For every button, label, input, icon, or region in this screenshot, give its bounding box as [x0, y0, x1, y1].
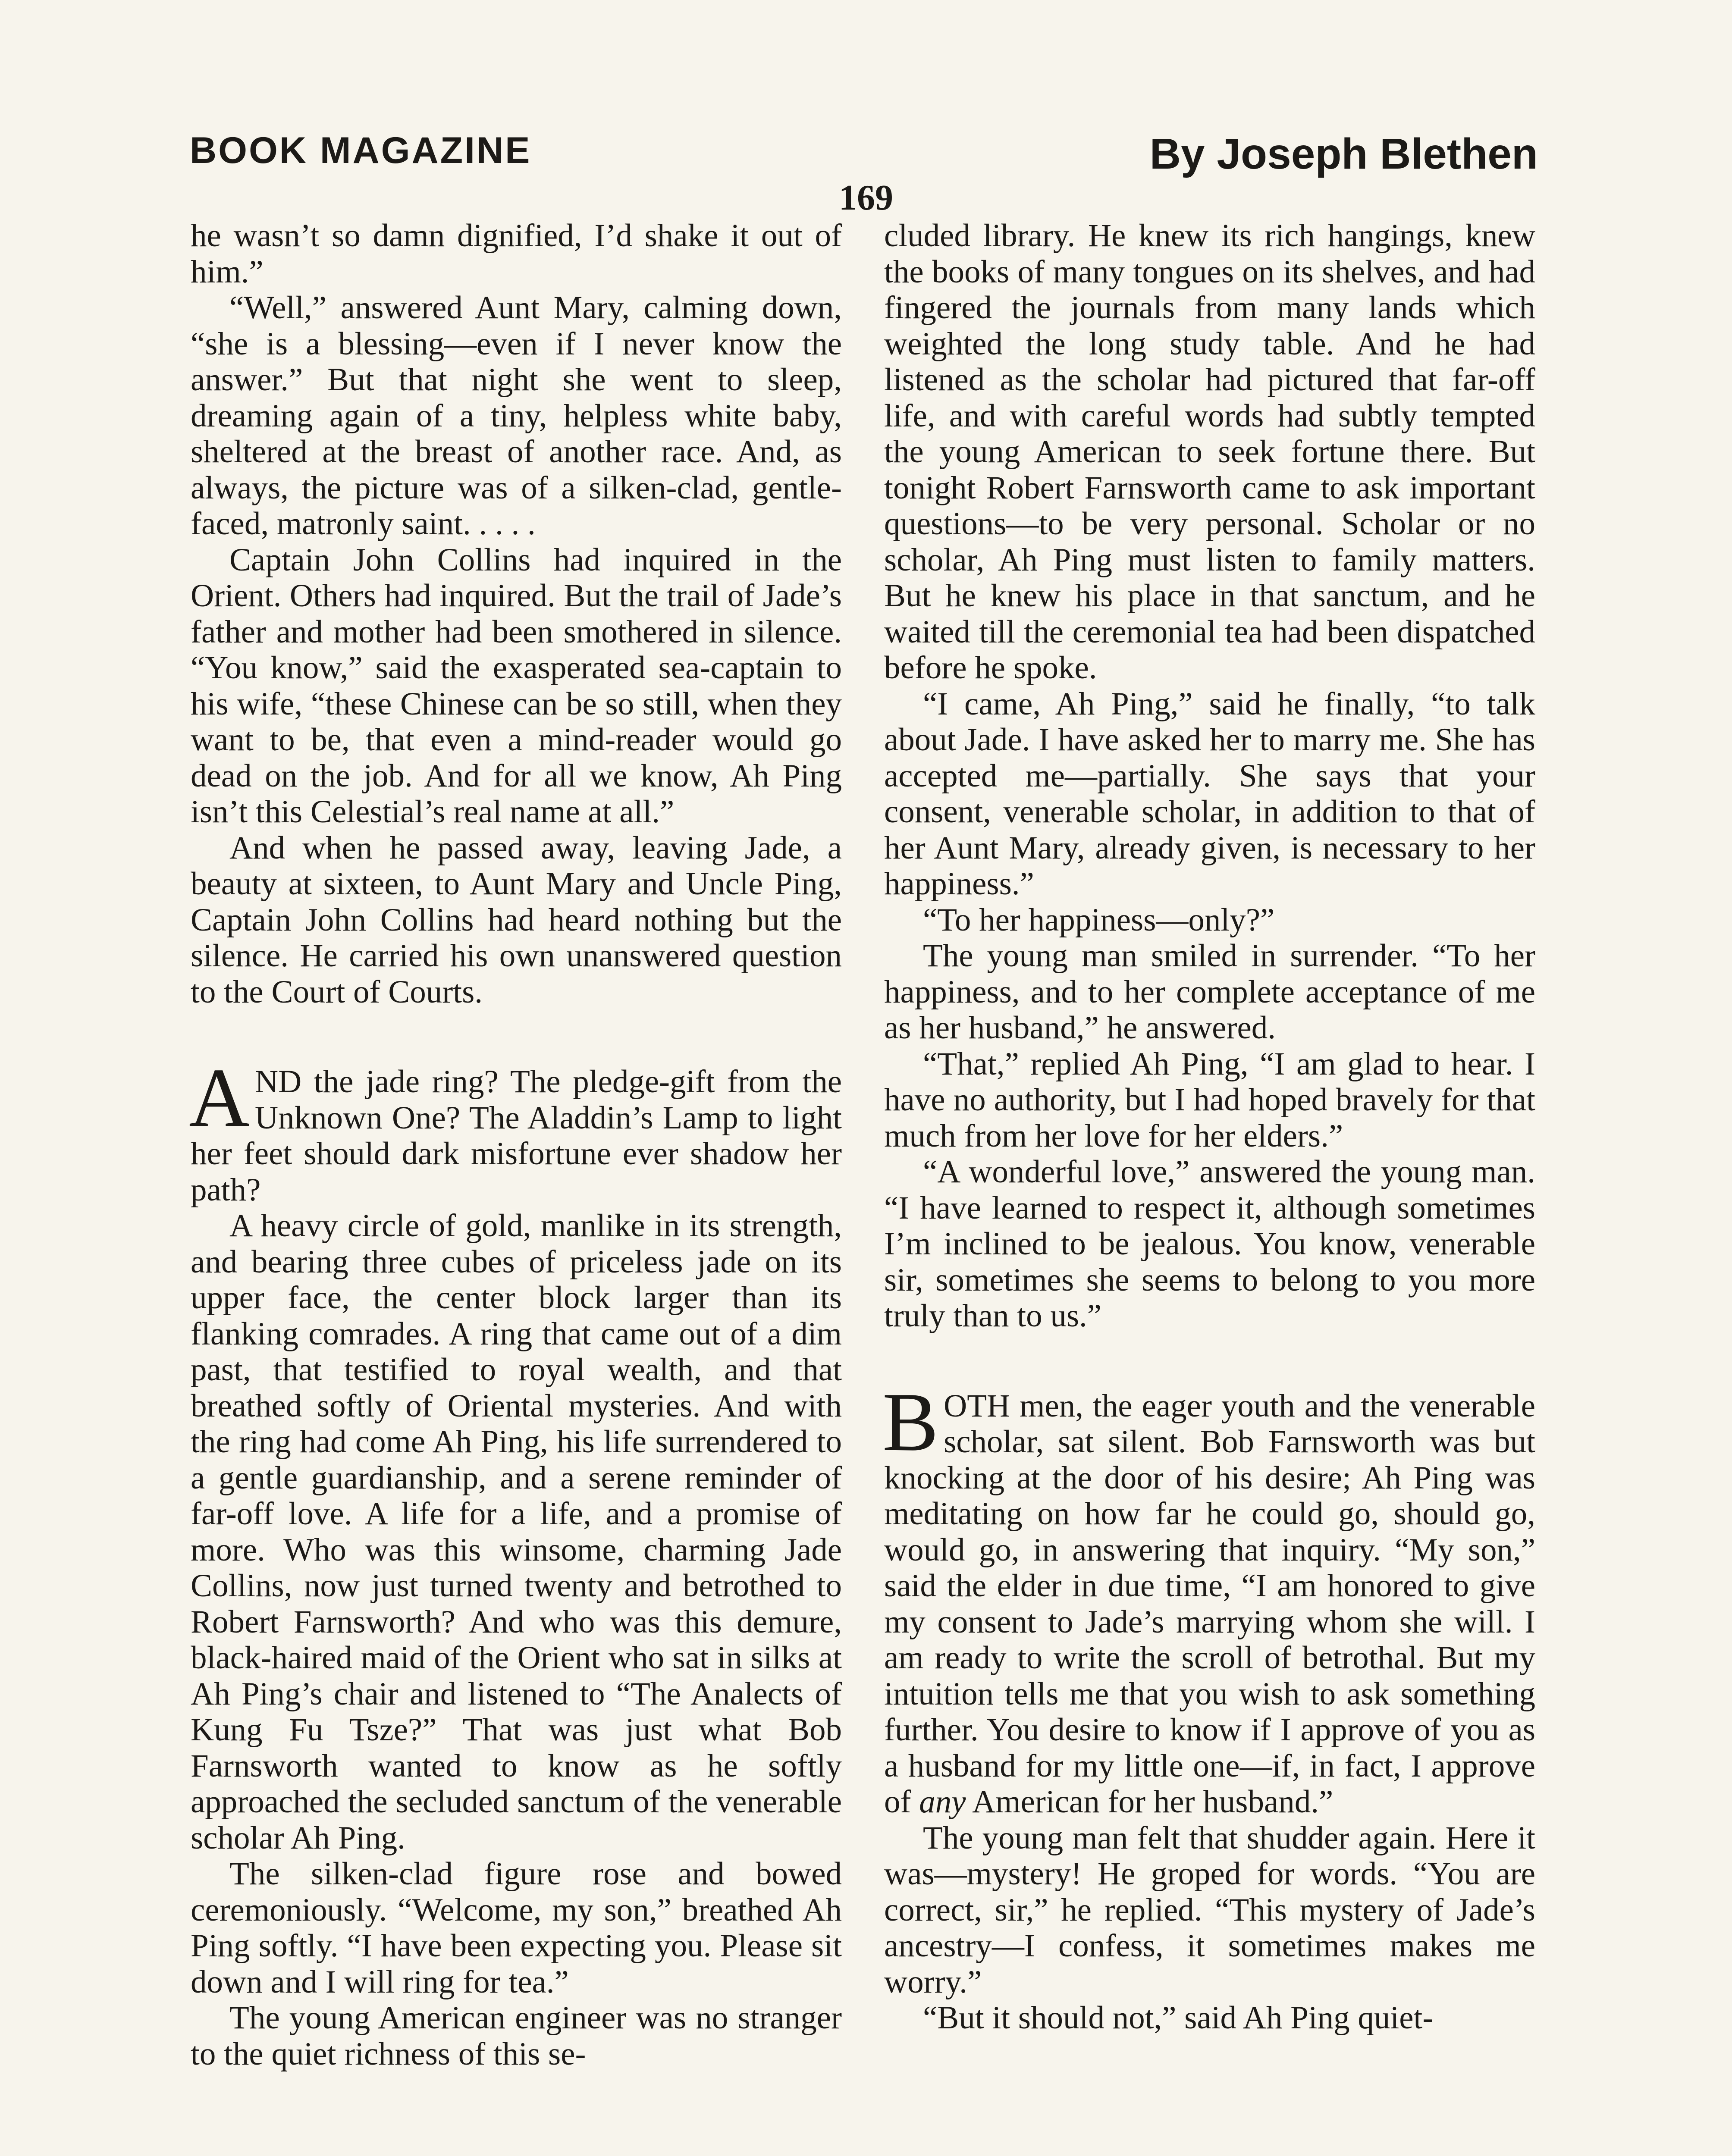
paragraph: The young man felt that shudder again. Here it was—mystery! He groped for words. “You are correct, sir,” he replied. “This mystery of Jade’s ancestry—I confess, it sometimes makes me worry.”: [884, 1820, 1535, 2000]
paragraph: “But it should not,” said Ah Ping quiet-: [923, 2000, 1434, 2036]
lead-in: ND: [254, 1064, 302, 1100]
lead-in: OTH: [944, 1388, 1010, 1424]
paragraph: “A wonderful love,” answered the young man. “I have learned to respect it, although sometimes I’m inclined to be jealous. You know, venerable sir, sometimes she seems to belong to you more truly than to us.”: [884, 1154, 1535, 1334]
right-column: [884, 218, 1535, 2036]
paragraph: cluded library. He knew its rich hangings, knew the books of many tongues on its shelves, and had fingered the journals from many lands which weighted the long study table. And he had listened as the scholar had pictured that far-off life, and with careful words had subtly tempted the young American to seek fortune there. But tonight Robert Farnsworth came to ask important questions—to be very personal. Scholar or no scholar, Ah Ping must listen to family matters. But he knew his place in that sanctum, and he waited till the ceremonial tea had been dispatched before he spoke.: [884, 218, 1535, 686]
left-column: [191, 218, 842, 2072]
paragraph: A heavy circle of gold, manlike in its strength, and bearing three cubes of priceless jade on its upper face, the center block larger than its flanking comrades. A ring that came out of a dim past, that testified to royal wealth, and that breathed softly of Oriental mysteries. And with the ring had come Ah Ping, his life surrendered to a gentle guardianship, and a serene reminder of far-off love. A life for a life, and a promise of more. Who was this winsome, charming Jade Collins, now just turned twenty and betrothed to Robert Farnsworth? And who was this demure, black-haired maid of the Orient who sat in silks at Ah Ping’s chair and listened to “The Analects of Kung Fu Tsze?” That was just what Bob Farnsworth wanted to know as he softly approached the secluded sanctum of the venerable scholar Ah Ping.: [191, 1208, 842, 1856]
paragraph: The silken-clad figure rose and bowed ceremoniously. “Welcome, my son,” breathed Ah Ping softly. “I have been expecting you. Please sit down and I will ring for tea.”: [191, 1856, 842, 2000]
paragraph: “That,” replied Ah Ping, “I am glad to hear. I have no authority, but I had hoped bravely for that much from her love for her elders.”: [884, 1046, 1535, 1154]
section-opening-paragraph: [882, 1375, 1535, 1820]
section-opening-paragraph: [189, 1051, 842, 1208]
paragraph-text: men, the eager youth and the venerable scholar, sat silent. Bob Farnsworth was but knocking at the door of his desire; Ah Ping was meditating on how far he could go, should go, would go, in answering that inquiry. “My son,” said the elder in due time, “I am honored to give my consent to Jade’s marrying whom she will. I am ready to write the scroll of betrothal. But my intuition tells me that you wish to ask something further. You desire to know if I approve of you as a husband for my little one—if, in fact, I approve of: [884, 1388, 1535, 1820]
paragraph: he wasn’t so damn dignified, I’d shake it out of him.”: [191, 218, 842, 290]
paragraph: “Well,” answered Aunt Mary, calming down, “she is a blessing—even if I never know the answer.” But that night she went to sleep, dreaming again of a tiny, helpless white baby, sheltered at the breast of another race. And, as always, the picture was of a silken-clad, gentle-faced, matronly saint. . . . .: [191, 290, 842, 542]
paragraph: The young man smiled in surrender. “To her happiness, and to her complete acceptance of me as her husband,” he answered.: [884, 938, 1535, 1046]
running-head-byline: By Joseph Blethen: [1149, 130, 1538, 178]
page-number: 169: [839, 178, 893, 218]
section-break: [884, 1334, 1535, 1388]
section-break: [191, 1010, 842, 1064]
drop-cap: B: [882, 1375, 939, 1469]
running-head-magazine: BOOK MAGAZINE: [190, 130, 532, 171]
paragraph: “To her happiness—only?”: [923, 902, 1275, 938]
drop-cap: A: [189, 1051, 250, 1144]
emphasis: any: [919, 1784, 966, 1820]
paragraph: “I came, Ah Ping,” said he finally, “to talk about Jade. I have asked her to marry me. She has accepted me—partially. She says that your consent, venerable scholar, in addition to that of her Aunt Mary, already given, is necessary to her happiness.”: [884, 686, 1535, 902]
paragraph-text: American for her husband.”: [966, 1784, 1334, 1820]
paragraph: And when he passed away, leaving Jade, a beauty at sixteen, to Aunt Mary and Uncle Ping, Captain John Collins had heard nothing but the silence. He carried his own unanswered question to the Court of Courts.: [191, 830, 842, 1010]
paragraph: Captain John Collins had inquired in the Orient. Others had inquired. But the trail of Jade’s father and mother had been smothered in silence. “You know,” said the exasperated sea-captain to his wife, “these Chinese can be so still, when they want to be, that even a mind-reader would go dead on the job. And for all we know, Ah Ping isn’t this Celestial’s real name at all.”: [191, 542, 842, 830]
paragraph-text: the jade ring? The pledge-gift from the Unknown One? The Aladdin’s Lamp to light her feet should dark misfortune ever shadow her path?: [191, 1064, 842, 1208]
paragraph: The young American engineer was no stranger to the quiet richness of this se-: [191, 2000, 842, 2072]
